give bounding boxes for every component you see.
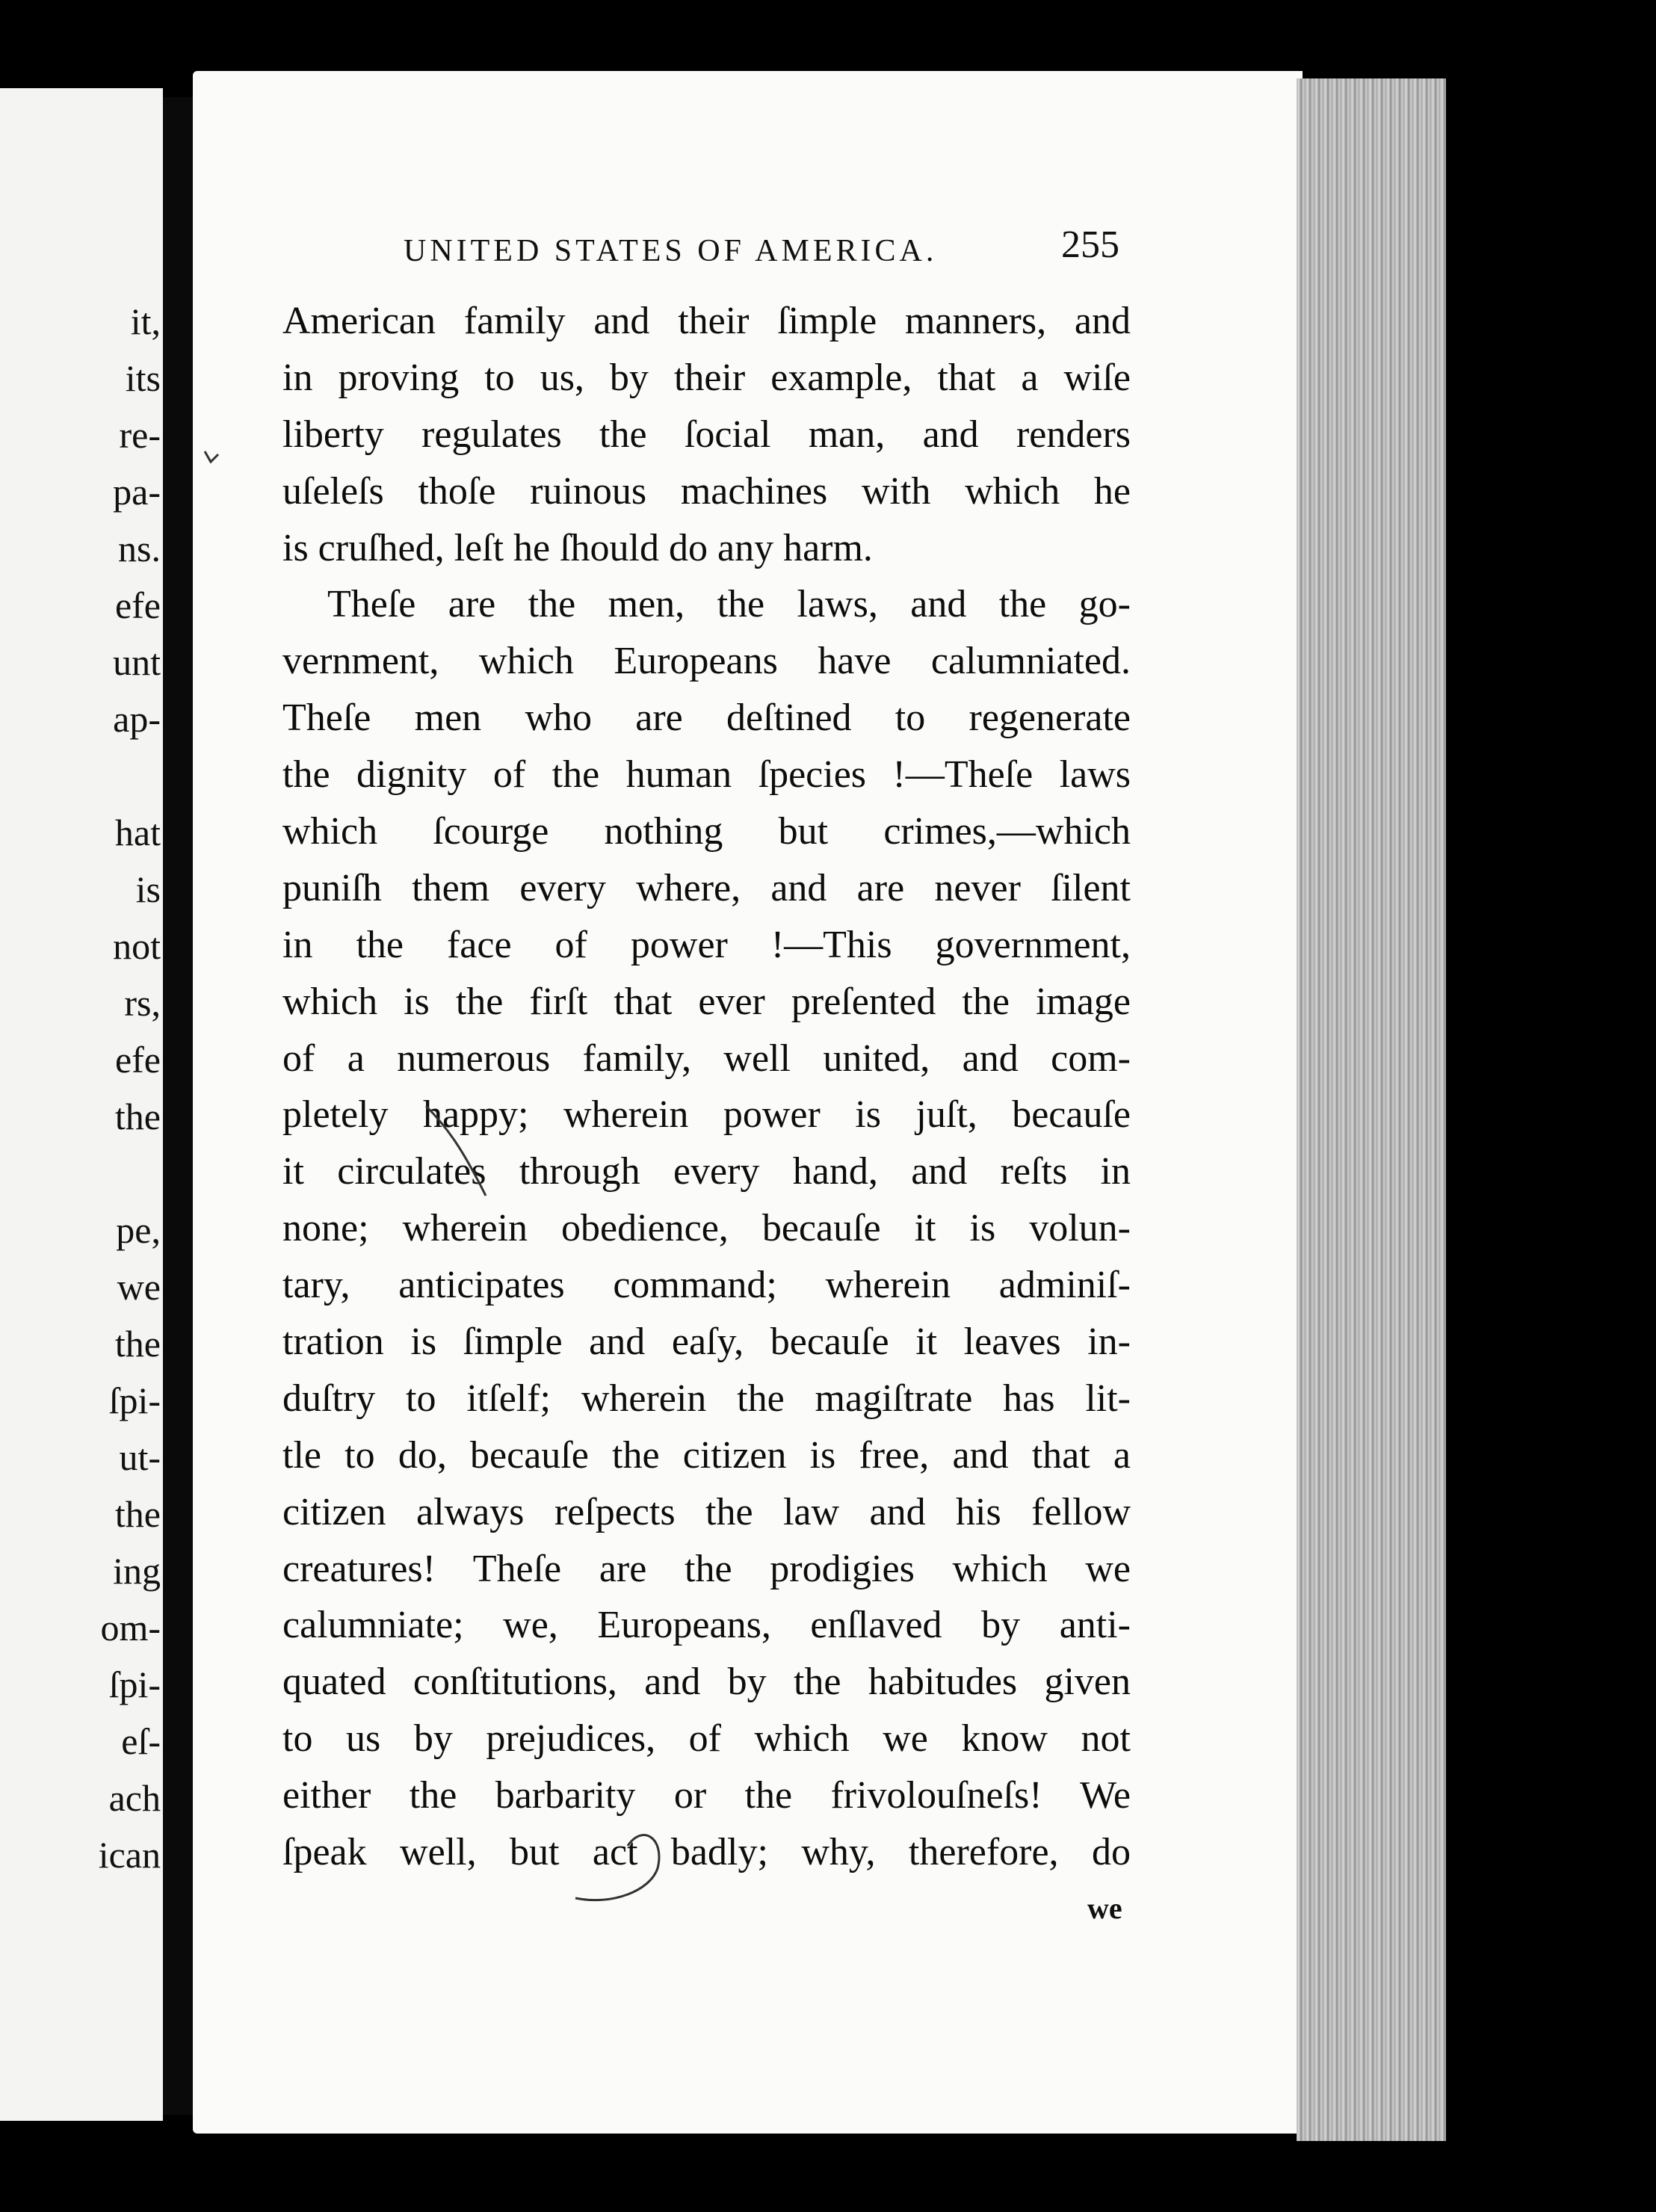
left-fragment: eſ- — [121, 1720, 161, 1762]
left-fragment: ſpi- — [108, 1663, 161, 1705]
left-fragment: ſpi- — [108, 1380, 161, 1421]
left-fragment: ach — [108, 1777, 161, 1819]
left-fragment: it, — [130, 300, 161, 342]
text-line: tration is ſimple and eaſy, becauſe it leaves in- — [282, 1320, 1131, 1364]
text-line: in the face of power !—This government, — [282, 923, 1131, 966]
left-fragment: is — [135, 868, 161, 910]
text-line: duſtry to itſelf; wherein the magiſtrate has lit- — [282, 1377, 1131, 1420]
pencil-mark-icon — [568, 1779, 717, 1913]
left-fragment: ns. — [118, 528, 161, 569]
left-fragment: hat — [114, 812, 161, 853]
text-line: which is the firſt that ever preſented the image — [282, 980, 1131, 1023]
left-fragment: ut- — [119, 1436, 161, 1478]
left-fragment: the — [114, 1096, 161, 1137]
running-head: UNITED STATES OF AMERICA. — [404, 234, 938, 268]
text-line: ſpeak well, but act badly; why, therefore, do — [282, 1831, 1131, 1874]
left-fragment: rs, — [124, 982, 161, 1024]
text-line: vernment, which Europeans have calumniated. — [282, 640, 1131, 683]
text-line: puniſh them every where, and are never ſilent — [282, 866, 1131, 909]
left-fragment: pa- — [113, 471, 161, 513]
text-line: American family and their ſimple manners, and — [282, 300, 1131, 342]
page-edges — [1297, 78, 1446, 2141]
page-number: 255 — [1061, 223, 1119, 266]
text-line: Theſe are the men, the laws, and the go- — [327, 583, 1131, 626]
text-line: in proving to us, by their example, that a wiſe — [282, 356, 1131, 399]
left-fragment: ing — [113, 1550, 161, 1592]
text-line: either the barbarity or the frivolouſneſs! We — [282, 1774, 1131, 1817]
text-line: it circulates through every hand, and reſts in — [282, 1150, 1131, 1193]
left-facing-page — [0, 88, 163, 2121]
left-fragment: ican — [98, 1834, 161, 1876]
left-fragment: not — [113, 925, 161, 967]
text-line: uſeleſs thoſe ruinous machines with which he — [282, 469, 1131, 513]
left-fragment: re- — [119, 414, 161, 456]
left-fragment: the — [114, 1493, 161, 1535]
text-line: creatures! Theſe are the prodigies which we — [282, 1547, 1131, 1590]
text-line: citizen always reſpects the law and his fellow — [282, 1490, 1131, 1533]
text-line: quated conſtitutions, and by the habitudes given — [282, 1660, 1131, 1704]
left-fragment: unt — [113, 641, 161, 683]
left-fragment: pe, — [116, 1209, 161, 1251]
left-fragment: ap- — [113, 698, 161, 740]
text-line: calumniate; we, Europeans, enſlaved by anti- — [282, 1604, 1131, 1647]
text-line: none; wherein obedience, becauſe it is volun- — [282, 1207, 1131, 1250]
left-fragment: its — [125, 357, 161, 399]
text-line: pletely happy; wherein power is juſt, becauſe — [282, 1093, 1131, 1137]
book-gutter — [163, 97, 193, 2115]
text-line: liberty regulates the ſocial man, and renders — [282, 413, 1131, 456]
text-line: tary, anticipates command; wherein adminiſ- — [282, 1264, 1131, 1307]
text-line: of a numerous family, well united, and com- — [282, 1037, 1131, 1080]
text-line: is cruſhed, leſt he ſhould do any harm. — [282, 526, 873, 569]
catchword: we — [1087, 1891, 1122, 1925]
text-line: tle to do, becauſe the citizen is free, and that a — [282, 1433, 1131, 1477]
text-line: to us by prejudices, of which we know not — [282, 1717, 1131, 1761]
scan-mark-icon — [202, 448, 224, 471]
left-fragment: efe — [114, 584, 161, 626]
text-line: Theſe men who are deſtined to regenerate — [282, 696, 1131, 740]
left-fragment: we — [117, 1266, 161, 1308]
text-line: the dignity of the human ſpecies !—Theſe laws — [282, 753, 1131, 797]
pencil-mark-icon — [418, 1099, 508, 1203]
left-fragment: the — [114, 1323, 161, 1365]
left-fragment: om- — [100, 1607, 161, 1649]
text-line: which ſcourge nothing but crimes,—which — [282, 810, 1131, 853]
left-fragment: efe — [114, 1039, 161, 1081]
body-text — [282, 293, 1131, 1881]
